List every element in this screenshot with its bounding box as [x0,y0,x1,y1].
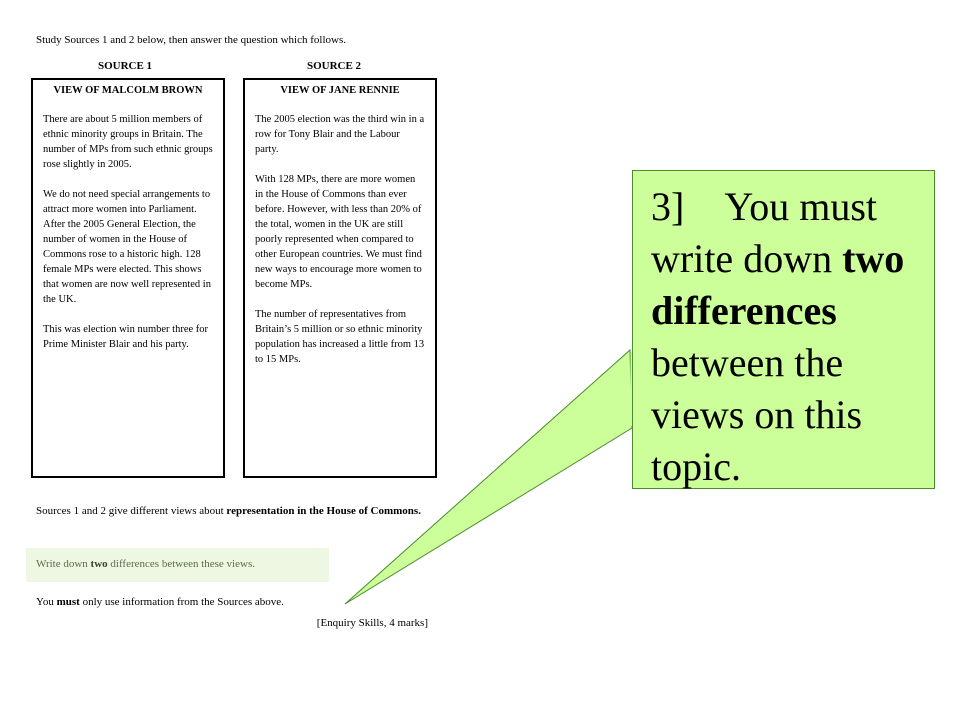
must-bold: must [56,596,80,608]
question-intro-text: Sources 1 and 2 give different views about [36,505,227,517]
callout-text-pre: You must write down [651,184,878,281]
question-intro-bold: representation in the House of Commons. [226,505,421,517]
source2-paragraph: The number of representatives from Britain’s 5 million or so ethnic minority population has increased a little from 13 to 15 MPs. [255,309,425,365]
write-pre: Write down [36,558,91,570]
source2-paragraph: With 128 MPs, there are more women in the House of Commons than ever before. However, with less than 20% of the total, women in the UK are still poorly represented when compared to other European countries. We must find new ways to encourage more women to become MPs. [255,174,422,290]
callout-number: 3] [651,184,685,229]
must-pre: You [36,596,57,608]
write-bold: two [90,558,108,570]
source1-title: VIEW OF MALCOLM BROWN [53,85,203,96]
write-post: differences between these views. [107,558,255,570]
source2-title: VIEW OF JANE RENNIE [280,85,400,96]
marks-label: [Enquiry Skills, 4 marks] [316,617,428,629]
source2-paragraph: The 2005 election was the third win in a row for Tony Blair and the Labour party. [255,114,425,155]
source1-paragraph: This was election win number three for Prime Minister Blair and his party. [43,324,209,350]
source2-heading: SOURCE 2 [306,60,362,72]
callout-box [632,170,935,489]
source1-paragraph: We do not need special arrangements to attract more women into Parliament. After the 2005 General Election, the number of women in the House of Commons rose to a historic high. 128 female MPs were elected. This shows that women are now well represented in the UK. [43,189,211,305]
instruction-text: Study Sources 1 and 2 below, then answer the question which follows. [36,34,346,46]
callout-text-post: between the views on this topic. [651,340,863,489]
must-post: only use information from the Sources above. [79,596,284,608]
callout-bold-differences: differences [651,288,837,333]
source1-heading: SOURCE 1 [97,60,153,72]
source1-paragraph: There are about 5 million members of ethnic minority groups in Britain. The number of MPs from such ethnic groups rose slightly in 2005. [43,114,213,170]
callout-bold-two: two [842,236,905,281]
